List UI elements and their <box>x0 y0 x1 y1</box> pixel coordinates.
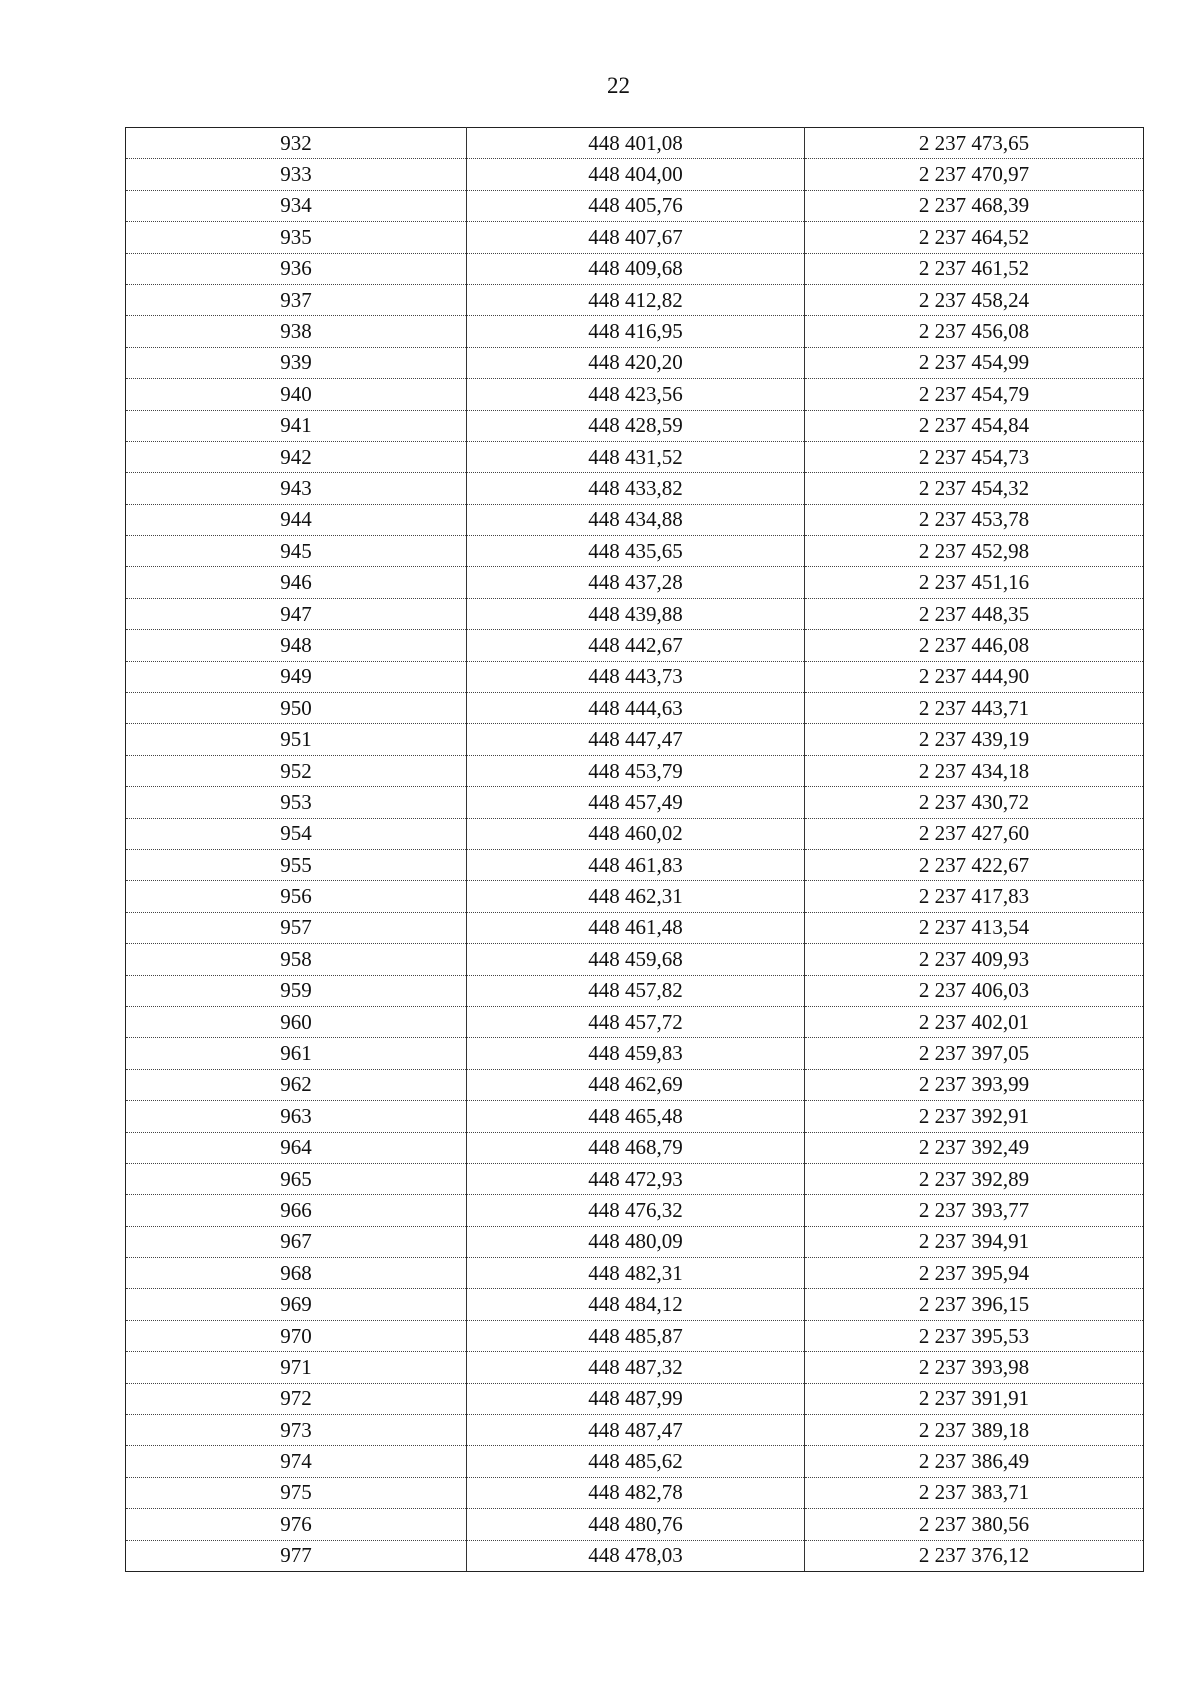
y-coordinate-cell: 2 237 406,03 <box>805 975 1144 1006</box>
point-number-cell: 958 <box>126 944 467 975</box>
table-row <box>126 1132 1144 1163</box>
x-coordinate-cell: 448 423,56 <box>467 379 805 410</box>
x-coordinate-cell: 448 468,79 <box>467 1132 805 1163</box>
y-coordinate-cell: 2 237 409,93 <box>805 944 1144 975</box>
y-coordinate-cell: 2 237 439,19 <box>805 724 1144 755</box>
y-coordinate-cell: 2 237 430,72 <box>805 787 1144 818</box>
x-coordinate-cell: 448 459,83 <box>467 1038 805 1069</box>
coordinates-table-body <box>126 128 1144 1572</box>
point-number-cell: 944 <box>126 504 467 535</box>
y-coordinate-cell: 2 237 443,71 <box>805 693 1144 724</box>
point-number-cell: 951 <box>126 724 467 755</box>
x-coordinate-cell: 448 482,78 <box>467 1477 805 1508</box>
table-row <box>126 567 1144 598</box>
point-number-cell: 972 <box>126 1383 467 1414</box>
x-coordinate-cell: 448 420,20 <box>467 347 805 378</box>
x-coordinate-cell: 448 444,63 <box>467 693 805 724</box>
table-row <box>126 347 1144 378</box>
x-coordinate-cell: 448 480,09 <box>467 1226 805 1257</box>
table-row <box>126 849 1144 880</box>
table-row <box>126 473 1144 504</box>
y-coordinate-cell: 2 237 393,77 <box>805 1195 1144 1226</box>
x-coordinate-cell: 448 462,31 <box>467 881 805 912</box>
table-row <box>126 410 1144 441</box>
y-coordinate-cell: 2 237 422,67 <box>805 849 1144 880</box>
y-coordinate-cell: 2 237 380,56 <box>805 1509 1144 1540</box>
point-number-cell: 941 <box>126 410 467 441</box>
y-coordinate-cell: 2 237 391,91 <box>805 1383 1144 1414</box>
table-row <box>126 284 1144 315</box>
y-coordinate-cell: 2 237 464,52 <box>805 222 1144 253</box>
table-row <box>126 1069 1144 1100</box>
table-row <box>126 441 1144 472</box>
table-row <box>126 379 1144 410</box>
point-number-cell: 956 <box>126 881 467 912</box>
point-number-cell: 942 <box>126 441 467 472</box>
x-coordinate-cell: 448 472,93 <box>467 1163 805 1194</box>
point-number-cell: 974 <box>126 1446 467 1477</box>
point-number-cell: 953 <box>126 787 467 818</box>
y-coordinate-cell: 2 237 434,18 <box>805 755 1144 786</box>
point-number-cell: 933 <box>126 159 467 190</box>
x-coordinate-cell: 448 443,73 <box>467 661 805 692</box>
x-coordinate-cell: 448 480,76 <box>467 1509 805 1540</box>
table-row <box>126 159 1144 190</box>
y-coordinate-cell: 2 237 454,84 <box>805 410 1144 441</box>
table-row <box>126 1101 1144 1132</box>
table-row <box>126 755 1144 786</box>
x-coordinate-cell: 448 428,59 <box>467 410 805 441</box>
point-number-cell: 973 <box>126 1415 467 1446</box>
point-number-cell: 970 <box>126 1320 467 1351</box>
table-row <box>126 630 1144 661</box>
point-number-cell: 962 <box>126 1069 467 1100</box>
x-coordinate-cell: 448 487,99 <box>467 1383 805 1414</box>
x-coordinate-cell: 448 437,28 <box>467 567 805 598</box>
x-coordinate-cell: 448 460,02 <box>467 818 805 849</box>
y-coordinate-cell: 2 237 393,99 <box>805 1069 1144 1100</box>
point-number-cell: 965 <box>126 1163 467 1194</box>
table-row <box>126 1320 1144 1351</box>
y-coordinate-cell: 2 237 458,24 <box>805 284 1144 315</box>
table-row <box>126 1289 1144 1320</box>
y-coordinate-cell: 2 237 397,05 <box>805 1038 1144 1069</box>
table-row <box>126 944 1144 975</box>
table-row <box>126 1038 1144 1069</box>
x-coordinate-cell: 448 416,95 <box>467 316 805 347</box>
coordinates-table-container <box>125 127 1143 1572</box>
table-row <box>126 912 1144 943</box>
y-coordinate-cell: 2 237 427,60 <box>805 818 1144 849</box>
point-number-cell: 946 <box>126 567 467 598</box>
point-number-cell: 959 <box>126 975 467 1006</box>
y-coordinate-cell: 2 237 454,79 <box>805 379 1144 410</box>
point-number-cell: 966 <box>126 1195 467 1226</box>
x-coordinate-cell: 448 482,31 <box>467 1258 805 1289</box>
x-coordinate-cell: 448 465,48 <box>467 1101 805 1132</box>
table-row <box>126 1352 1144 1383</box>
table-row <box>126 975 1144 1006</box>
y-coordinate-cell: 2 237 395,94 <box>805 1258 1144 1289</box>
point-number-cell: 964 <box>126 1132 467 1163</box>
x-coordinate-cell: 448 431,52 <box>467 441 805 472</box>
point-number-cell: 943 <box>126 473 467 504</box>
table-row <box>126 316 1144 347</box>
y-coordinate-cell: 2 237 468,39 <box>805 190 1144 221</box>
x-coordinate-cell: 448 484,12 <box>467 1289 805 1320</box>
point-number-cell: 936 <box>126 253 467 284</box>
x-coordinate-cell: 448 478,03 <box>467 1540 805 1571</box>
table-row <box>126 787 1144 818</box>
x-coordinate-cell: 448 434,88 <box>467 504 805 535</box>
y-coordinate-cell: 2 237 417,83 <box>805 881 1144 912</box>
y-coordinate-cell: 2 237 444,90 <box>805 661 1144 692</box>
x-coordinate-cell: 448 404,00 <box>467 159 805 190</box>
table-row <box>126 1258 1144 1289</box>
table-row <box>126 222 1144 253</box>
table-row <box>126 1477 1144 1508</box>
x-coordinate-cell: 448 433,82 <box>467 473 805 504</box>
point-number-cell: 937 <box>126 284 467 315</box>
x-coordinate-cell: 448 439,88 <box>467 598 805 629</box>
table-row <box>126 1509 1144 1540</box>
y-coordinate-cell: 2 237 446,08 <box>805 630 1144 661</box>
x-coordinate-cell: 448 487,32 <box>467 1352 805 1383</box>
x-coordinate-cell: 448 485,62 <box>467 1446 805 1477</box>
y-coordinate-cell: 2 237 392,49 <box>805 1132 1144 1163</box>
x-coordinate-cell: 448 407,67 <box>467 222 805 253</box>
point-number-cell: 952 <box>126 755 467 786</box>
point-number-cell: 968 <box>126 1258 467 1289</box>
x-coordinate-cell: 448 457,49 <box>467 787 805 818</box>
point-number-cell: 967 <box>126 1226 467 1257</box>
point-number-cell: 932 <box>126 128 467 159</box>
point-number-cell: 935 <box>126 222 467 253</box>
x-coordinate-cell: 448 435,65 <box>467 536 805 567</box>
page-number: 22 <box>607 73 630 98</box>
point-number-cell: 977 <box>126 1540 467 1571</box>
table-row <box>126 818 1144 849</box>
table-row <box>126 1006 1144 1037</box>
table-row <box>126 1383 1144 1414</box>
x-coordinate-cell: 448 457,72 <box>467 1006 805 1037</box>
y-coordinate-cell: 2 237 376,12 <box>805 1540 1144 1571</box>
y-coordinate-cell: 2 237 448,35 <box>805 598 1144 629</box>
table-row <box>126 693 1144 724</box>
y-coordinate-cell: 2 237 454,73 <box>805 441 1144 472</box>
point-number-cell: 950 <box>126 693 467 724</box>
x-coordinate-cell: 448 462,69 <box>467 1069 805 1100</box>
x-coordinate-cell: 448 461,83 <box>467 849 805 880</box>
y-coordinate-cell: 2 237 473,65 <box>805 128 1144 159</box>
y-coordinate-cell: 2 237 383,71 <box>805 1477 1144 1508</box>
point-number-cell: 961 <box>126 1038 467 1069</box>
point-number-cell: 971 <box>126 1352 467 1383</box>
table-row <box>126 128 1144 159</box>
y-coordinate-cell: 2 237 452,98 <box>805 536 1144 567</box>
y-coordinate-cell: 2 237 454,32 <box>805 473 1144 504</box>
x-coordinate-cell: 448 405,76 <box>467 190 805 221</box>
point-number-cell: 934 <box>126 190 467 221</box>
table-row <box>126 253 1144 284</box>
table-row <box>126 661 1144 692</box>
point-number-cell: 976 <box>126 1509 467 1540</box>
point-number-cell: 949 <box>126 661 467 692</box>
y-coordinate-cell: 2 237 454,99 <box>805 347 1144 378</box>
point-number-cell: 960 <box>126 1006 467 1037</box>
point-number-cell: 957 <box>126 912 467 943</box>
table-row <box>126 881 1144 912</box>
y-coordinate-cell: 2 237 451,16 <box>805 567 1144 598</box>
table-row <box>126 1195 1144 1226</box>
y-coordinate-cell: 2 237 389,18 <box>805 1415 1144 1446</box>
y-coordinate-cell: 2 237 461,52 <box>805 253 1144 284</box>
point-number-cell: 948 <box>126 630 467 661</box>
x-coordinate-cell: 448 412,82 <box>467 284 805 315</box>
table-row <box>126 1446 1144 1477</box>
point-number-cell: 945 <box>126 536 467 567</box>
point-number-cell: 963 <box>126 1101 467 1132</box>
point-number-cell: 939 <box>126 347 467 378</box>
x-coordinate-cell: 448 461,48 <box>467 912 805 943</box>
x-coordinate-cell: 448 442,67 <box>467 630 805 661</box>
y-coordinate-cell: 2 237 393,98 <box>805 1352 1144 1383</box>
y-coordinate-cell: 2 237 396,15 <box>805 1289 1144 1320</box>
point-number-cell: 947 <box>126 598 467 629</box>
x-coordinate-cell: 448 447,47 <box>467 724 805 755</box>
x-coordinate-cell: 448 401,08 <box>467 128 805 159</box>
table-row <box>126 504 1144 535</box>
y-coordinate-cell: 2 237 402,01 <box>805 1006 1144 1037</box>
x-coordinate-cell: 448 487,47 <box>467 1415 805 1446</box>
point-number-cell: 938 <box>126 316 467 347</box>
point-number-cell: 975 <box>126 1477 467 1508</box>
table-row <box>126 190 1144 221</box>
table-row <box>126 1226 1144 1257</box>
y-coordinate-cell: 2 237 395,53 <box>805 1320 1144 1351</box>
table-row <box>126 1540 1144 1571</box>
y-coordinate-cell: 2 237 392,91 <box>805 1101 1144 1132</box>
x-coordinate-cell: 448 409,68 <box>467 253 805 284</box>
point-number-cell: 969 <box>126 1289 467 1320</box>
x-coordinate-cell: 448 459,68 <box>467 944 805 975</box>
point-number-cell: 955 <box>126 849 467 880</box>
x-coordinate-cell: 448 457,82 <box>467 975 805 1006</box>
table-row <box>126 536 1144 567</box>
y-coordinate-cell: 2 237 386,49 <box>805 1446 1144 1477</box>
y-coordinate-cell: 2 237 413,54 <box>805 912 1144 943</box>
table-row <box>126 724 1144 755</box>
coordinates-table <box>125 127 1144 1572</box>
table-row <box>126 598 1144 629</box>
y-coordinate-cell: 2 237 392,89 <box>805 1163 1144 1194</box>
x-coordinate-cell: 448 485,87 <box>467 1320 805 1351</box>
point-number-cell: 940 <box>126 379 467 410</box>
x-coordinate-cell: 448 476,32 <box>467 1195 805 1226</box>
table-row <box>126 1163 1144 1194</box>
y-coordinate-cell: 2 237 394,91 <box>805 1226 1144 1257</box>
x-coordinate-cell: 448 453,79 <box>467 755 805 786</box>
y-coordinate-cell: 2 237 453,78 <box>805 504 1144 535</box>
y-coordinate-cell: 2 237 456,08 <box>805 316 1144 347</box>
table-row <box>126 1415 1144 1446</box>
y-coordinate-cell: 2 237 470,97 <box>805 159 1144 190</box>
point-number-cell: 954 <box>126 818 467 849</box>
